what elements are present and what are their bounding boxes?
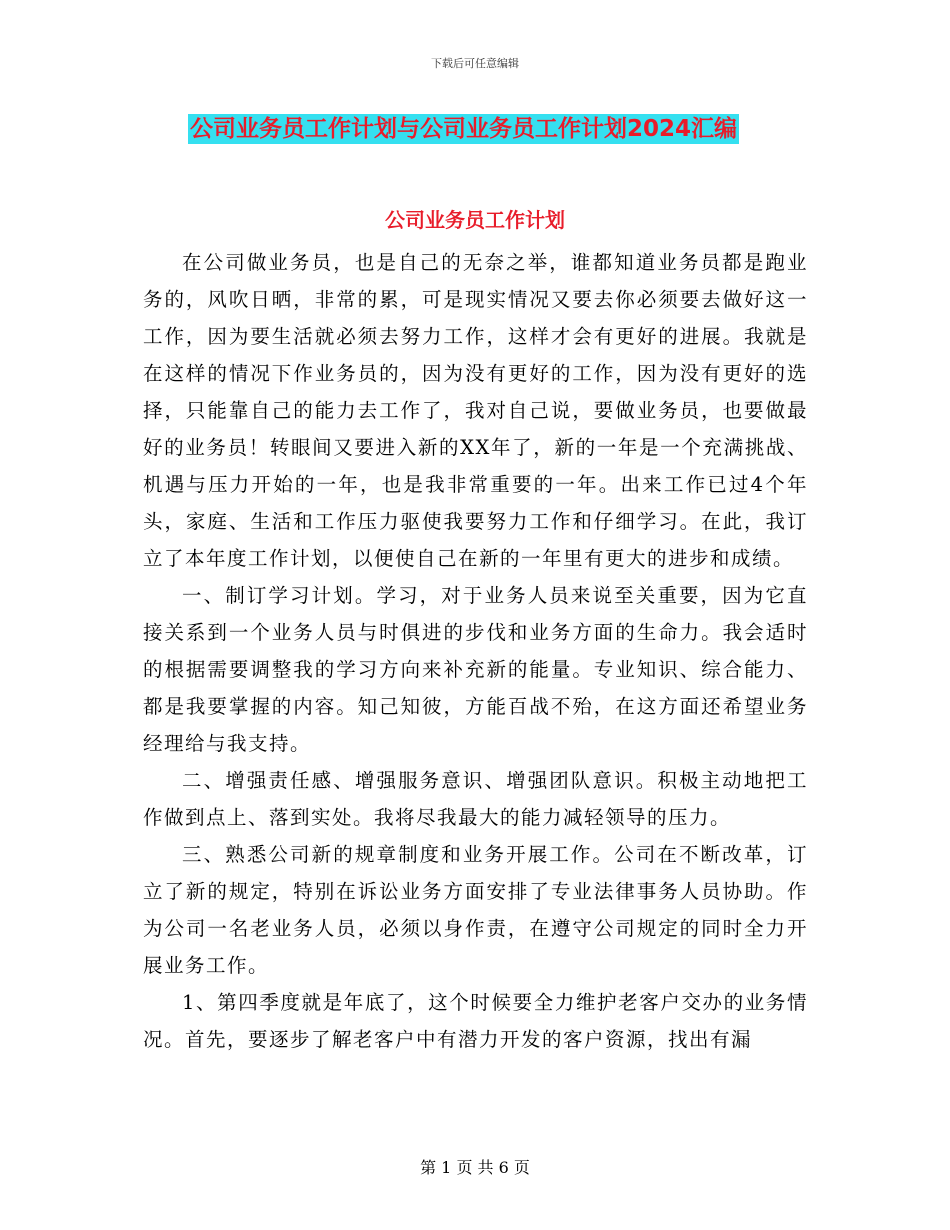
- paragraph-responsibility: 二、增强责任感、增强服务意识、增强团队意识。积极主动地把工作做到点上、落到实处。我将尽我最大的能力减轻领导的压力。: [143, 769, 808, 829]
- header-note: 下载后可任意编辑: [431, 57, 519, 70]
- paragraph-q4-clients: 1、第四季度就是年底了，这个时候要全力维护老客户交办的业务情况。首先，要逐步了解老客户中有潜力开发的客户资源，找出有漏: [143, 991, 808, 1051]
- document-title: 公司业务员工作计划与公司业务员工作计划2024汇编: [190, 116, 738, 142]
- document-body: [143, 244, 808, 1058]
- paragraph-intro: 在公司做业务员，也是自己的无奈之举，谁都知道业务员都是跑业务的，风吹日晒，非常的累，可是现实情况又要去你必须要去做好这一工作，因为要生活就必须去努力工作，这样才会有更好的进展。我就是在这样的情况下作业务员的，因为没有更好的工作，因为没有更好的选择，只能靠自己的能力去工作了，我对自己说，要做业务员，也要做最好的业务员！转眼间又要进入新的XX年了，新的一年是一个充满挑战、机遇与压力开始的一年，也是我非常重要的一年。出来工作已过4个年头，家庭、生活和工作压力驱使我要努力工作和仔细学习。在此，我订立了本年度工作计划，以便使自己在新的一年里有更大的进步和成绩。: [143, 251, 808, 570]
- paragraph-learning-plan: 一、制订学习计划。学习，对于业务人员来说至关重要，因为它直接关系到一个业务人员与时俱进的步伐和业务方面的生命力。我会适时的根据需要调整我的学习方向来补充新的能量。专业知识、综合能力、都是我要掌握的内容。知己知彼，方能百战不殆，在这方面还希望业务经理给与我支持。: [143, 584, 808, 755]
- page-footer: 第 1 页 共 6 页: [420, 1158, 530, 1177]
- section-title: 公司业务员工作计划: [385, 208, 565, 232]
- paragraph-regulations: 三、熟悉公司新的规章制度和业务开展工作。公司在不断改革，订立了新的规定，特别在诉讼业务方面安排了专业法律事务人员协助。作为公司一名老业务人员，必须以身作责，在遵守公司规定的同时全力开展业务工作。: [143, 843, 808, 977]
